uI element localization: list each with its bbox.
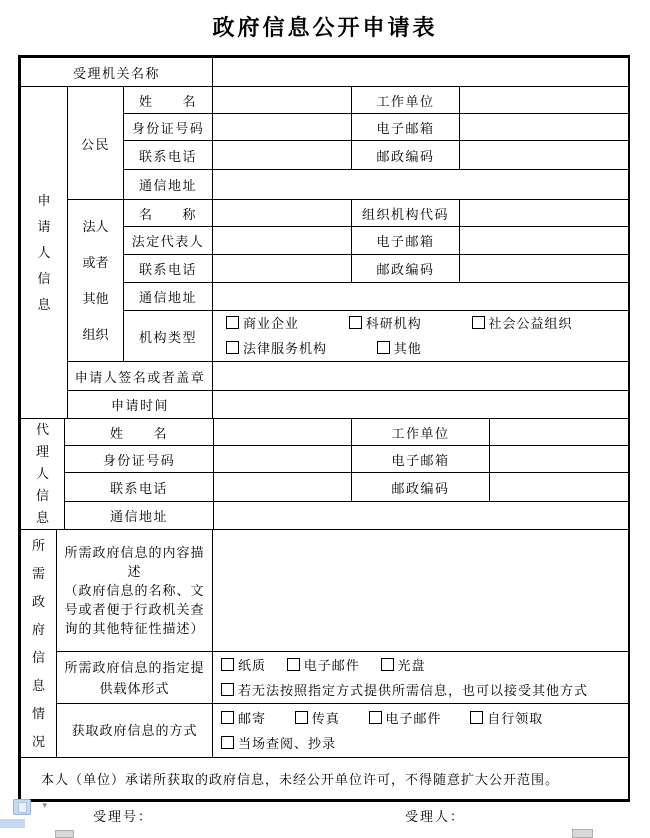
org-type-label: 机构类型: [124, 311, 213, 362]
checkbox-icon[interactable]: [221, 658, 234, 671]
legal-group-label: 法人或者其他组织: [68, 200, 124, 362]
checkbox-option-mail[interactable]: 邮寄: [221, 706, 266, 731]
citizen-work-unit-input[interactable]: [460, 87, 629, 114]
cutoff-table-handle-left: [55, 830, 74, 838]
legal-name-input[interactable]: [213, 200, 352, 227]
document-page-icon: [18, 802, 27, 813]
checkbox-option-email-carrier[interactable]: 电子邮件: [287, 653, 360, 678]
checkbox-option-paper[interactable]: 纸质: [221, 653, 266, 678]
citizen-postcode-label: 邮政编码: [352, 141, 460, 170]
legal-address-label: 通信地址: [124, 283, 213, 311]
accepting-authority-input[interactable]: [213, 58, 629, 87]
citizen-group-label: 公民: [68, 87, 124, 200]
checkbox-option-research[interactable]: 科研机构: [349, 311, 422, 336]
checkbox-icon[interactable]: [377, 341, 390, 354]
pledge-statement: 本人（单位）承诺所获取的政府信息，未经公开单位许可，不得随意扩大公开范围。: [21, 758, 629, 800]
carrier-options: [213, 652, 629, 704]
obtain-method-label: 获取政府信息的方式: [57, 704, 213, 758]
checkbox-option-onsite-reading[interactable]: 当场查阅、抄录: [221, 731, 336, 756]
checkbox-option-email-method[interactable]: 电子邮件: [369, 706, 442, 731]
checkbox-icon[interactable]: [349, 316, 362, 329]
legal-rep-input[interactable]: [213, 227, 352, 255]
legal-address-input[interactable]: [213, 283, 629, 311]
checkbox-option-fax[interactable]: 传真: [295, 706, 340, 731]
clipboard-paste-icon: [13, 799, 31, 815]
accepting-authority-label: 受理机关名称: [21, 58, 213, 87]
required-info-section-label: 所需政府信息情况: [21, 530, 57, 758]
checkbox-option-accept-other[interactable]: 若无法按照指定方式提供所需信息，也可以接受其他方式: [221, 678, 588, 703]
agent-phone-label: 联系电话: [65, 473, 214, 502]
legal-rep-label: 法定代表人: [124, 227, 213, 255]
checkbox-option-self-pickup[interactable]: 自行领取: [470, 706, 543, 731]
application-form-table: [18, 55, 630, 802]
agent-email-label: 电子邮箱: [352, 446, 490, 473]
checkbox-icon[interactable]: [221, 683, 234, 696]
agent-postcode-input[interactable]: [490, 473, 629, 502]
agent-address-label: 通信地址: [65, 502, 214, 530]
obtain-method-options: [213, 704, 629, 758]
citizen-work-unit-label: 工作单位: [352, 87, 460, 114]
agent-phone-input[interactable]: [214, 473, 352, 502]
citizen-name-label: 姓 名: [124, 87, 213, 114]
agent-id-label: 身份证号码: [65, 446, 214, 473]
agent-work-unit-label: 工作单位: [352, 419, 490, 446]
required-info-section: [20, 529, 629, 758]
citizen-phone-label: 联系电话: [124, 141, 213, 170]
legal-phone-label: 联系电话: [124, 255, 213, 283]
legal-org-code-input[interactable]: [460, 200, 629, 227]
checkbox-icon[interactable]: [470, 711, 483, 724]
checkbox-icon[interactable]: [381, 658, 394, 671]
legal-email-label: 电子邮箱: [352, 227, 460, 255]
legal-phone-input[interactable]: [213, 255, 352, 283]
citizen-postcode-input[interactable]: [460, 141, 629, 170]
checkbox-icon[interactable]: [295, 711, 308, 724]
applicant-section: [20, 86, 629, 419]
checkbox-icon[interactable]: [226, 341, 239, 354]
checkbox-icon[interactable]: [221, 711, 234, 724]
legal-postcode-input[interactable]: [460, 255, 629, 283]
agent-name-label: 姓 名: [65, 419, 214, 446]
checkbox-option-business[interactable]: 商业企业: [226, 311, 299, 336]
acceptance-person-label: 受理人：: [405, 809, 466, 824]
checkbox-option-other-org[interactable]: 其他: [377, 336, 422, 361]
agent-section: [20, 418, 629, 530]
pledge-row: [20, 757, 629, 800]
citizen-address-input[interactable]: [213, 170, 629, 200]
dropdown-arrow-icon: ▾: [42, 801, 47, 811]
info-description-input[interactable]: [213, 530, 629, 652]
legal-postcode-label: 邮政编码: [352, 255, 460, 283]
agent-address-input[interactable]: [214, 502, 629, 530]
checkbox-option-public-welfare[interactable]: 社会公益组织: [472, 311, 573, 336]
legal-email-input[interactable]: [460, 227, 629, 255]
citizen-name-input[interactable]: [213, 87, 352, 114]
citizen-email-label: 电子邮箱: [352, 114, 460, 141]
paste-options-button[interactable]: [13, 799, 47, 816]
applicant-section-label: 申请人信息: [21, 87, 68, 419]
agent-work-unit-input[interactable]: [490, 419, 629, 446]
agent-name-input[interactable]: [214, 419, 352, 446]
citizen-phone-input[interactable]: [213, 141, 352, 170]
agent-id-input[interactable]: [214, 446, 352, 473]
cutoff-selection-fragment: [0, 819, 25, 828]
checkbox-icon[interactable]: [472, 316, 485, 329]
checkbox-icon[interactable]: [369, 711, 382, 724]
citizen-email-input[interactable]: [460, 114, 629, 141]
org-type-options: [213, 311, 629, 362]
acceptance-number-label: 受理号：: [93, 809, 154, 824]
legal-name-label: 名 称: [124, 200, 213, 227]
cutoff-table-handle-right: [572, 829, 593, 838]
checkbox-icon[interactable]: [287, 658, 300, 671]
agent-section-label: 代理人信息: [21, 419, 65, 530]
citizen-address-label: 通信地址: [124, 170, 213, 200]
citizen-id-label: 身份证号码: [124, 114, 213, 141]
signature-input[interactable]: [213, 362, 629, 391]
checkbox-option-legal-service[interactable]: 法律服务机构: [226, 336, 327, 361]
checkbox-icon[interactable]: [221, 736, 234, 749]
application-time-label: 申请时间: [68, 391, 213, 419]
checkbox-icon[interactable]: [226, 316, 239, 329]
accepting-authority-row: [20, 57, 629, 87]
legal-org-code-label: 组织机构代码: [352, 200, 460, 227]
page-title: 政府信息公开申请表: [212, 15, 438, 40]
signature-label: 申请人签名或者盖章: [68, 362, 213, 391]
checkbox-option-cd[interactable]: 光盘: [381, 653, 426, 678]
agent-email-input[interactable]: [490, 446, 629, 473]
application-time-input[interactable]: [213, 391, 629, 419]
info-description-label: 所需政府信息的内容描述 （政府信息的名称、文号或者便于行政机关查询的其他特征性描述）: [57, 530, 213, 652]
carrier-form-label: 所需政府信息的指定提供载体形式: [57, 652, 213, 704]
citizen-id-input[interactable]: [213, 114, 352, 141]
agent-postcode-label: 邮政编码: [352, 473, 490, 502]
